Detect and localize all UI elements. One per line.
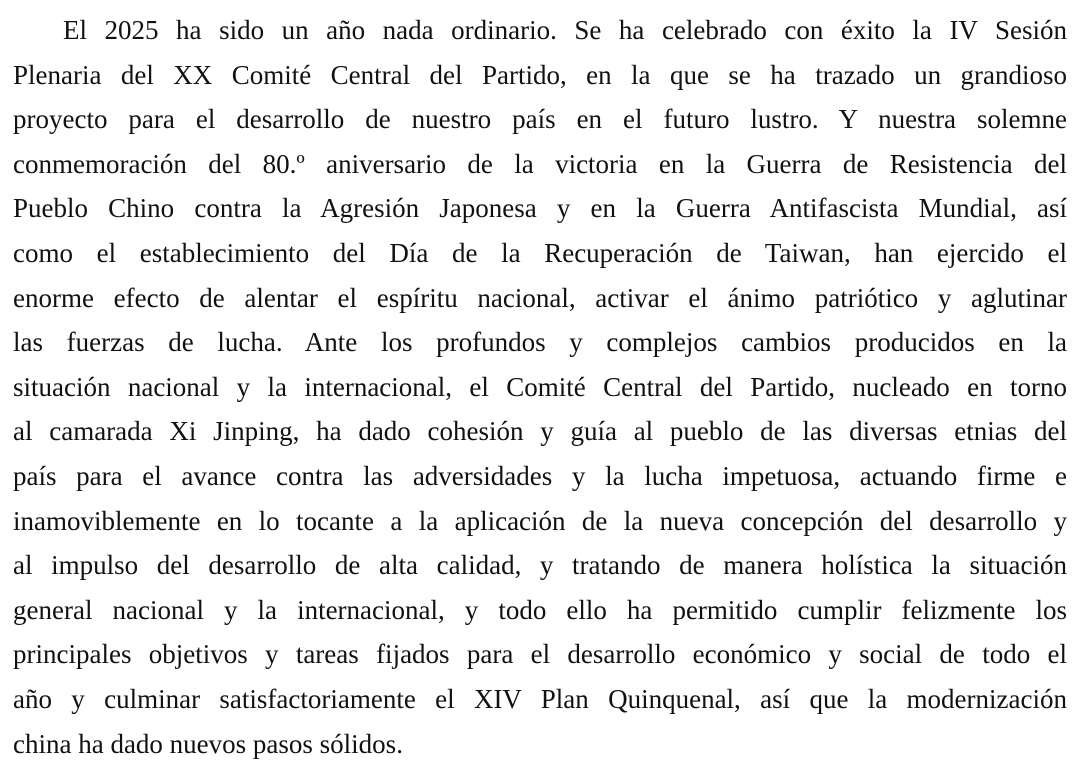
- paragraph-line: china ha dado nuevos pasos sólidos.: [13, 722, 1067, 766]
- paragraph-line: conmemoración del 80.º aniversario de la victoria en la Guerra de Resistencia del: [13, 142, 1067, 187]
- paragraph-line: las fuerzas de lucha. Ante los profundos y complejos cambios producidos en la: [13, 320, 1067, 365]
- paragraph: [13, 8, 1067, 766]
- paragraph-line: enorme efecto de alentar el espíritu nacional, activar el ánimo patriótico y aglutinar: [13, 276, 1067, 321]
- paragraph-line: proyecto para el desarrollo de nuestro país en el futuro lustro. Y nuestra solemne: [13, 97, 1067, 142]
- paragraph-line: al camarada Xi Jinping, ha dado cohesión y guía al pueblo de las diversas etnias del: [13, 409, 1067, 454]
- paragraph-line: como el establecimiento del Día de la Recuperación de Taiwan, han ejercido el: [13, 231, 1067, 276]
- paragraph-line: principales objetivos y tareas fijados para el desarrollo económico y social de todo el: [13, 632, 1067, 677]
- paragraph-line: Plenaria del XX Comité Central del Partido, en la que se ha trazado un grandioso: [13, 53, 1067, 98]
- paragraph-line: inamoviblemente en lo tocante a la aplicación de la nueva concepción del desarrollo y: [13, 499, 1067, 544]
- paragraph-line: país para el avance contra las adversidades y la lucha impetuosa, actuando firme e: [13, 454, 1067, 499]
- paragraph-line: año y culminar satisfactoriamente el XIV Plan Quinquenal, así que la modernización: [13, 677, 1067, 722]
- paragraph-line: al impulso del desarrollo de alta calidad, y tratando de manera holística la situación: [13, 543, 1067, 588]
- paragraph-line: general nacional y la internacional, y todo ello ha permitido cumplir felizmente los: [13, 588, 1067, 633]
- paragraph-line: situación nacional y la internacional, el Comité Central del Partido, nucleado en torno: [13, 365, 1067, 410]
- document-body: [13, 8, 1067, 766]
- paragraph-line: Pueblo Chino contra la Agresión Japonesa y en la Guerra Antifascista Mundial, así: [13, 186, 1067, 231]
- paragraph-line: El 2025 ha sido un año nada ordinario. Se ha celebrado con éxito la IV Sesión: [13, 8, 1067, 53]
